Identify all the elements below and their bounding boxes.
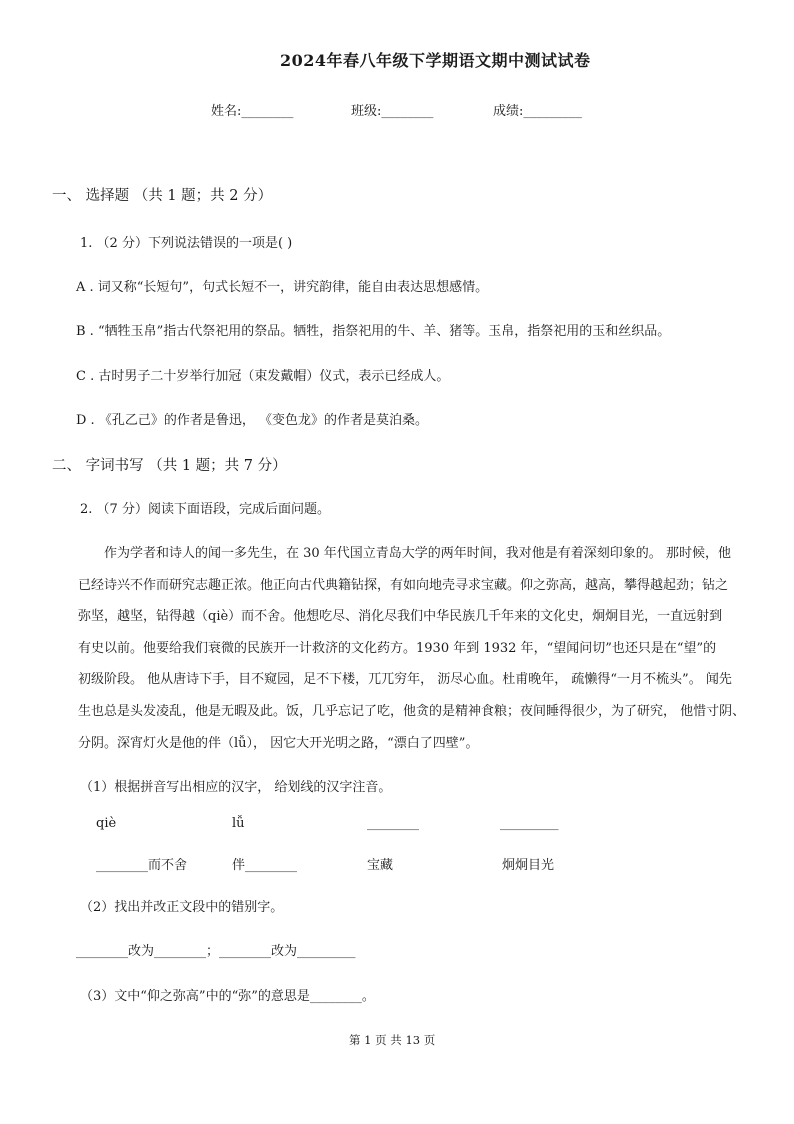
answer-qie-er-bu-she: ________而不舍 xyxy=(96,858,188,873)
option-c: C . 古时男子二十岁举行加冠（束发戴帽）仪式，表示已经成人。 xyxy=(76,369,450,384)
answer-blank: _________ xyxy=(500,816,559,831)
question-2-stem: 2. （7 分）阅读下面语段，完成后面问题。 xyxy=(80,502,330,517)
section-2-heading: 二、 字词书写 （共 1 题；共 7 分） xyxy=(52,458,287,474)
passage-line: 作为学者和诗人的闻一多先生，在 30 年代国立青岛大学的两年时间，我对他是有着深刻印象的。 那时候，他 xyxy=(104,546,731,561)
passage-line: 分阴。深宵灯火是他的伴（lǚ）， 因它大开光明之路，“漂白了四壁”。 xyxy=(78,735,479,751)
option-b: B . “牺牲玉帛”指古代祭祀用的祭品。牺牲，指祭祀用的牛、羊、猪等。玉帛，指祭祀用的玉和丝织品。 xyxy=(76,324,671,339)
word-jiong-jiong-mu-guang: 炯炯目光 xyxy=(502,858,555,873)
question-1-stem: 1. （2 分）下列说法错误的一项是( ) xyxy=(80,236,293,251)
answer-blank: ________ xyxy=(367,816,419,831)
passage-line: 有史以前。他要给我们衰微的民族开一计救济的文化药方。1930 年到 1932 年，“望闻问切”也还只是在“望”的 xyxy=(78,640,717,656)
reading-passage xyxy=(78,538,754,759)
class-field: 班级:________ xyxy=(351,104,434,119)
sub-question-2-stem: （2）找出并改正文段中的错别字。 xyxy=(80,900,284,915)
pinyin-lv: lǚ xyxy=(232,816,245,831)
option-d: D . 《孔乙己》的作者是鲁迅， 《变色龙》的作者是莫泊桑。 xyxy=(76,413,428,428)
page-footer: 第 1 页 共 13 页 xyxy=(349,1033,436,1047)
passage-line: 弥坚，越坚，钻得越（qiè）而不舍。他想吃尽、消化尽我们中华民族几千年来的文化史，炯炯目光，一直远射到 xyxy=(78,609,723,625)
answer-ban: 伴________ xyxy=(232,858,298,873)
page-title: 2024年春八年级下学期语文期中测试试卷 xyxy=(280,51,591,70)
pinyin-qie: qiè xyxy=(96,816,117,831)
passage-line: 生也总是头发凌乱，他是无暇及此。饭，几乎忘记了吃，他贪的是精神食粮；夜间睡得很少，为了研究， 他惜寸阴、 xyxy=(78,703,746,719)
word-bao-zang: 宝藏 xyxy=(367,858,394,873)
sub-question-1-stem: （1）根据拼音写出相应的汉字， 给划线的汉字注音。 xyxy=(80,780,392,795)
option-a: A . 词又称“长短句”，句式长短不一，讲究韵律，能自由表达思想感情。 xyxy=(76,280,489,295)
sub-question-3-stem: （3）文中“仰之弥高”中的“弥”的意思是________。 xyxy=(80,989,375,1004)
passage-line: 初级阶段。 他从唐诗下手，目不窥园，足不下楼，兀兀穷年， 沥尽心血。杜甫晚年， 疏懒得“一月不梳头”。 闻先 xyxy=(78,672,732,688)
name-field: 姓名:________ xyxy=(211,104,294,119)
section-1-heading: 一、 选择题 （共 1 题；共 2 分） xyxy=(52,188,273,204)
score-field: 成绩:_________ xyxy=(493,104,582,119)
passage-line: 已经诗兴不作而研究志趣正浓。他正向古代典籍钻探，有如向地壳寻求宝藏。仰之弥高，越高，攀得越起劲；钻之 xyxy=(78,577,729,593)
correction-answer-line: ________改为________；________改为_________ xyxy=(76,944,356,959)
